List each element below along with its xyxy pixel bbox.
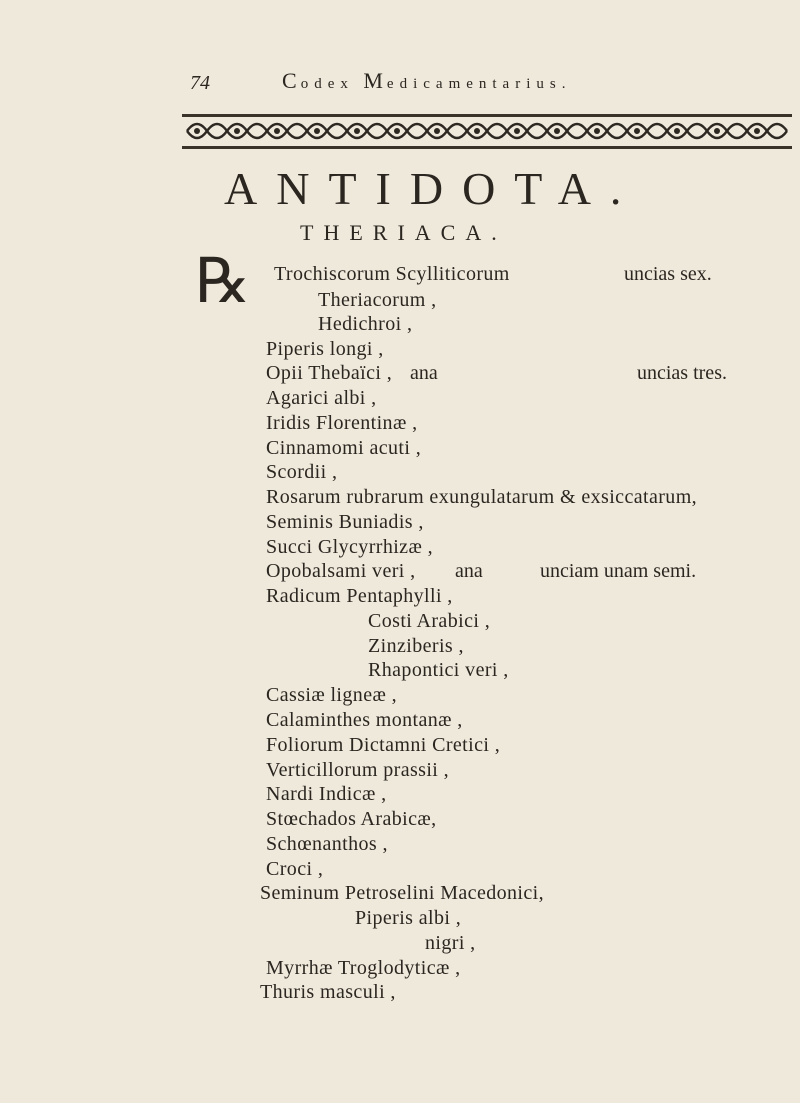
ornamental-band-icon — [182, 108, 792, 154]
ingredient-line: Verticillorum prassii , — [266, 759, 450, 781]
ingredient-line: Piperis longi , — [266, 338, 384, 360]
ingredient-line: Nardi Indicæ , — [266, 783, 387, 805]
ingredient-line: Opii Thebaïci , — [266, 362, 393, 384]
page-number: 74 — [190, 72, 210, 94]
ingredient-line: Cassiæ ligneæ , — [266, 684, 398, 706]
ingredient-line: Succi Glycyrrhizæ , — [266, 536, 434, 558]
ingredient-line: Cinnamomi acuti , — [266, 437, 422, 459]
ana-label: ana — [455, 560, 483, 582]
ingredient-line: Iridis Florentinæ , — [266, 412, 418, 434]
ingredient-line: Scordii , — [266, 461, 338, 483]
running-head-word-2: edicamentarius. — [386, 76, 572, 92]
ingredient-line: Zinziberis , — [368, 635, 464, 657]
ingredient-line: Hedichroi , — [318, 313, 413, 335]
running-head-word-1: odex — [300, 76, 354, 92]
ingredient-line: Rosarum rubrarum exungulatarum & exsiccatarum, — [266, 486, 698, 508]
ingredient-line: Piperis albi , — [355, 907, 462, 929]
ingredient-amount: uncias tres. — [637, 362, 727, 384]
section-title: ANTIDOTA. — [224, 163, 641, 214]
ingredient-line: Trochiscorum Scylliticorum — [274, 263, 510, 285]
ingredient-line: Rhapontici veri , — [368, 659, 509, 681]
ingredient-line: Theriacorum , — [318, 289, 437, 311]
ingredient-line: Seminum Petroselini Macedonici, — [260, 882, 545, 904]
ingredient-line: Calaminthes montanæ , — [266, 709, 463, 731]
ingredient-line: Seminis Buniadis , — [266, 511, 424, 533]
ingredient-amount: unciam unam semi. — [540, 560, 697, 582]
ingredient-line: Stœchados Arabicæ, — [266, 808, 437, 830]
section-subtitle: THERIACA. — [300, 220, 507, 245]
ingredient-line: Croci , — [266, 858, 324, 880]
recipe-symbol: ℞ — [195, 244, 251, 317]
ingredient-line: Agarici albi , — [266, 387, 377, 409]
running-head-initial-1: C — [282, 68, 301, 93]
ingredient-amount: uncias sex. — [624, 263, 712, 285]
ingredient-line: Foliorum Dictamni Cretici , — [266, 734, 501, 756]
ingredient-line: Schœnanthos , — [266, 833, 388, 855]
running-head — [282, 68, 571, 94]
ingredient-line: Thuris masculi , — [260, 981, 396, 1003]
ingredient-line: Myrrhæ Troglodyticæ , — [266, 957, 461, 979]
running-head-initial-2: M — [363, 68, 387, 93]
ingredient-line: Radicum Pentaphylli , — [266, 585, 453, 607]
ingredient-line: Costi Arabici , — [368, 610, 491, 632]
ana-label: ana — [410, 362, 438, 384]
ingredient-line: nigri , — [425, 932, 476, 954]
ingredient-line: Opobalsami veri , — [266, 560, 416, 582]
